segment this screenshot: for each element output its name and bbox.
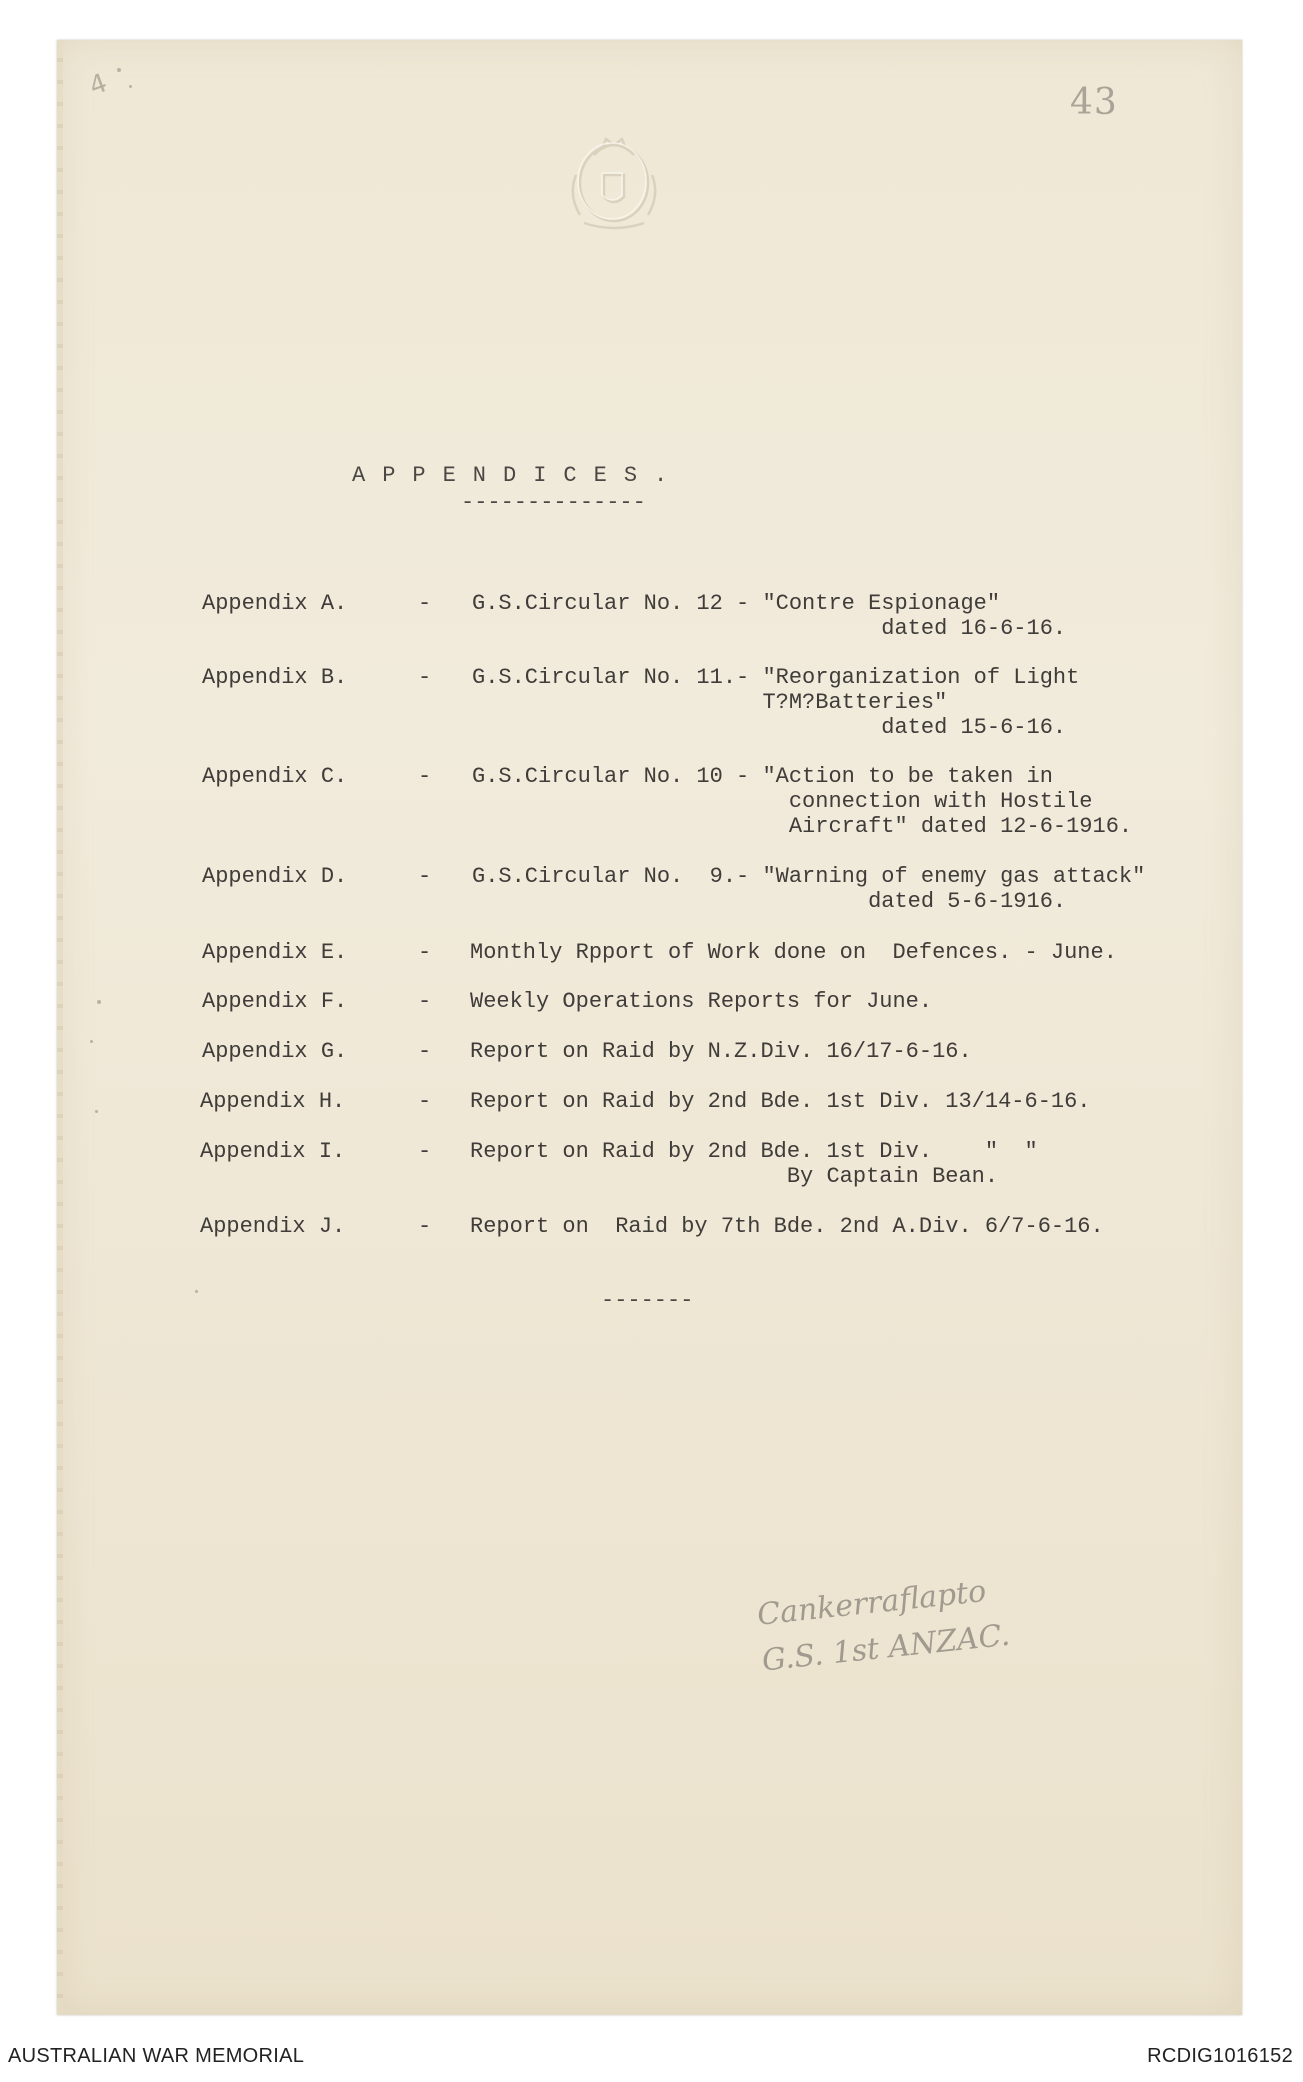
appendix-description-line: Aircraft" dated 12-6-1916. — [472, 814, 1133, 839]
appendix-dash: - — [418, 1039, 432, 1064]
document-page — [57, 40, 1242, 2015]
appendix-description-line: dated 16-6-16. — [472, 616, 1067, 641]
paper-speck — [90, 1040, 93, 1043]
paper-speck — [129, 85, 132, 88]
appendix-description-line: By Captain Bean. — [470, 1164, 999, 1189]
appendix-label: Appendix A. — [202, 591, 348, 616]
appendix-description-line: dated 15-6-16. — [472, 715, 1067, 740]
appendix-description-line: Report on Raid by N.Z.Div. 16/17-6-16. — [470, 1039, 972, 1064]
annotation-line: Cankerraflapto — [755, 1573, 988, 1633]
title-underline: -------------- — [461, 490, 646, 515]
appendix-description-line: connection with Hostile — [472, 789, 1093, 814]
archive-reference-id: RCDIG1016152 — [1147, 2045, 1293, 2067]
appendix-description-line: Weekly Operations Reports for June. — [470, 989, 933, 1014]
paper-speck — [95, 1110, 98, 1113]
appendix-entry-j — [200, 1214, 1104, 1314]
appendix-description-line: G.S.Circular No. 9.- "Warning of enemy gas attack" — [472, 864, 1146, 889]
closing-rule: ------- — [601, 1288, 694, 1313]
appendix-dash: - — [418, 764, 432, 789]
appendix-description-line: dated 5-6-1916. — [472, 889, 1067, 914]
appendix-description-line: Report on Raid by 7th Bde. 2nd A.Div. 6/7-6-16. — [470, 1214, 1104, 1239]
appendix-label: Appendix C. — [202, 764, 348, 789]
archive-credit: AUSTRALIAN WAR MEMORIAL — [8, 2045, 305, 2067]
appendix-description-line: Report on Raid by 2nd Bde. 1st Div. " " — [470, 1139, 1038, 1164]
appendix-description-line: G.S.Circular No. 11.- "Reorganization of Light — [472, 665, 1080, 690]
stray-pencil-mark: 4 — [85, 68, 112, 102]
appendix-label: Appendix H. — [200, 1089, 346, 1114]
appendix-dash: - — [418, 1139, 432, 1164]
appendix-label: Appendix J. — [200, 1214, 346, 1239]
appendix-description-line: Monthly Rpport of Work done on Defences. - June. — [470, 940, 1117, 965]
appendix-label: Appendix B. — [202, 665, 348, 690]
annotation-line: G.S. 1st ANZAC. — [760, 1617, 1012, 1679]
appendix-dash: - — [418, 989, 432, 1014]
page-number: 43 — [1070, 82, 1118, 123]
appendix-dash: - — [418, 864, 432, 889]
royal-crest-emboss — [554, 125, 674, 235]
appendix-description-line: G.S.Circular No. 10 - "Action to be taken in — [472, 764, 1053, 789]
appendix-dash: - — [418, 591, 432, 616]
appendix-label: Appendix F. — [202, 989, 348, 1014]
appendix-dash: - — [418, 1089, 432, 1114]
appendix-label: Appendix E. — [202, 940, 348, 965]
appendix-dash: - — [418, 940, 432, 965]
appendix-dash: - — [418, 1214, 432, 1239]
paper-speck — [117, 68, 121, 72]
appendix-description-line: G.S.Circular No. 12 - "Contre Espionage" — [472, 591, 1001, 616]
appendix-dash: - — [418, 665, 432, 690]
page-title: APPENDICES. — [352, 463, 685, 488]
appendix-label: Appendix G. — [202, 1039, 348, 1064]
appendix-description-line: Report on Raid by 2nd Bde. 1st Div. 13/14-6-16. — [470, 1089, 1091, 1114]
paper-speck — [195, 1290, 198, 1293]
appendix-label: Appendix I. — [200, 1139, 346, 1164]
appendix-description-line: T?M?Batteries" — [472, 690, 948, 715]
appendix-label: Appendix D. — [202, 864, 348, 889]
paper-speck — [97, 1000, 101, 1004]
